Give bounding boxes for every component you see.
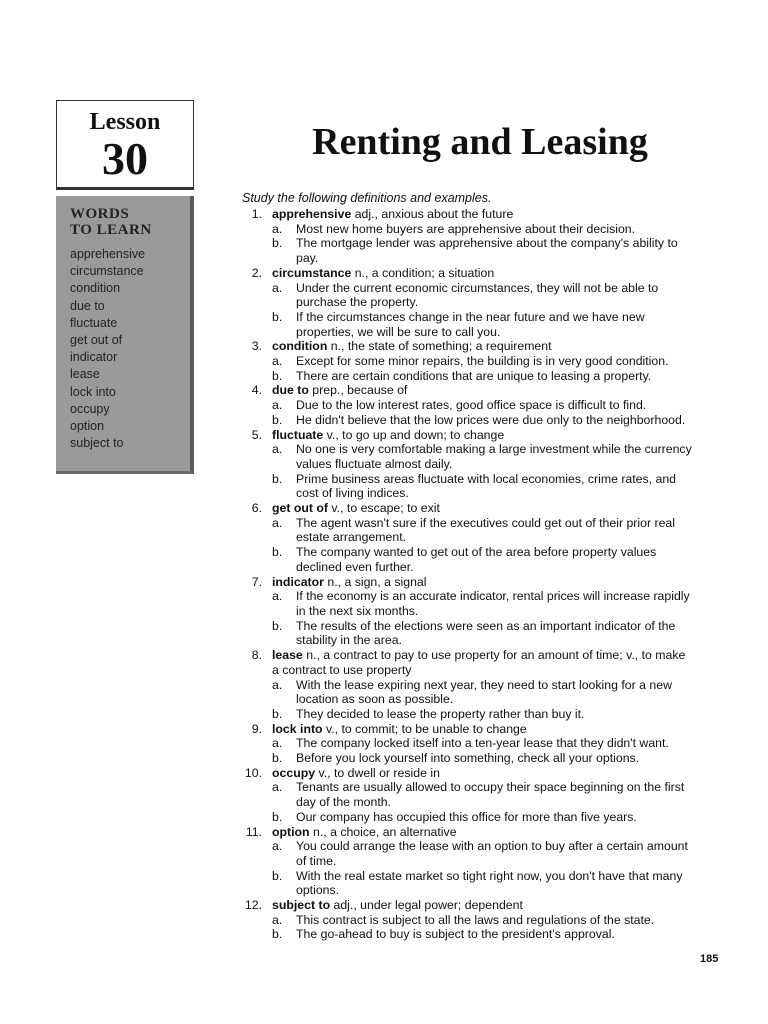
word-item: indicator bbox=[70, 350, 118, 365]
example-line: Except for some minor repairs, the building is in very good condition. bbox=[296, 354, 669, 369]
example-item bbox=[240, 736, 720, 751]
word-item: option bbox=[70, 419, 105, 434]
definition-entry bbox=[240, 383, 720, 427]
example-letter: b. bbox=[272, 618, 283, 633]
entry-number: 7. bbox=[251, 574, 262, 589]
example-item bbox=[240, 413, 720, 428]
example-item bbox=[240, 442, 720, 471]
example-item bbox=[240, 707, 720, 722]
definition-head bbox=[240, 575, 720, 590]
entry-number: 2. bbox=[251, 265, 262, 280]
example-line: Due to the low interest rates, good office space is difficult to find. bbox=[296, 398, 647, 413]
example-letter: a. bbox=[272, 515, 283, 530]
entry-number: 8. bbox=[251, 648, 262, 663]
term: condition bbox=[272, 339, 328, 354]
example-letter: b. bbox=[272, 927, 283, 942]
example-line: The company wanted to get out of the area before property values bbox=[296, 545, 657, 560]
entry-number: 4. bbox=[251, 383, 262, 398]
example-line: You could arrange the lease with an option to buy after a certain amount bbox=[296, 839, 688, 854]
definition-entry bbox=[240, 207, 720, 266]
example-line: The agent wasn't sure if the executives could get out of their prior real bbox=[296, 515, 675, 530]
example-line: in the next six months. bbox=[296, 603, 419, 618]
example-letter: a. bbox=[272, 280, 283, 295]
term: indicator bbox=[272, 574, 324, 589]
example-line: This contract is subject to all the laws and regulations of the state. bbox=[296, 912, 655, 927]
definition-entry bbox=[240, 722, 720, 766]
example-line: properties, we will be sure to call you. bbox=[296, 324, 501, 339]
definition-text: n., a choice, an alternative bbox=[309, 824, 457, 839]
example-item bbox=[240, 281, 720, 310]
example-letter: b. bbox=[272, 868, 283, 883]
example-line: day of the month. bbox=[296, 795, 392, 810]
term: circumstance bbox=[272, 265, 352, 280]
definition-continuation: a contract to use property bbox=[272, 662, 412, 677]
definition-entry bbox=[240, 648, 720, 722]
example-item bbox=[240, 751, 720, 766]
definition-text: n., a condition; a situation bbox=[351, 265, 495, 280]
word-item: get out of bbox=[70, 333, 123, 348]
example-line: estate arrangement. bbox=[296, 530, 407, 545]
example-line: The results of the elections were seen as an important indicator of the bbox=[296, 618, 676, 633]
term: occupy bbox=[272, 765, 316, 780]
example-letter: a. bbox=[272, 677, 283, 692]
example-letter: a. bbox=[272, 589, 283, 604]
example-line: Our company has occupied this office for more than five years. bbox=[296, 809, 637, 824]
example-line: If the circumstances change in the near future and we have new bbox=[296, 309, 645, 324]
example-letter: a. bbox=[272, 912, 283, 927]
definitions-list bbox=[240, 207, 720, 942]
definition-entry bbox=[240, 766, 720, 825]
entry-number: 5. bbox=[251, 427, 262, 442]
entry-number: 1. bbox=[251, 207, 262, 221]
definition-head bbox=[240, 428, 720, 443]
term: lease bbox=[272, 648, 303, 663]
definition-head bbox=[240, 825, 720, 840]
example-line: Under the current economic circumstances, they will not be able to bbox=[296, 280, 659, 295]
example-item bbox=[240, 589, 720, 618]
example-letter: b. bbox=[272, 309, 283, 324]
definition-entry bbox=[240, 825, 720, 899]
example-item bbox=[240, 913, 720, 928]
definition-head bbox=[240, 898, 720, 913]
lesson-number: 30 bbox=[102, 133, 148, 184]
example-line: The mortgage lender was apprehensive about the company's ability to bbox=[296, 236, 678, 251]
example-line: of time. bbox=[296, 853, 337, 868]
definition-entry bbox=[240, 575, 720, 649]
definition-head bbox=[240, 501, 720, 516]
example-letter: a. bbox=[272, 839, 283, 854]
definition-text: adj., anxious about the future bbox=[351, 207, 514, 221]
term: lock into bbox=[272, 721, 323, 736]
example-item bbox=[240, 398, 720, 413]
definition-head bbox=[240, 207, 720, 222]
definition-entry bbox=[240, 266, 720, 340]
example-line: Most new home buyers are apprehensive about their decision. bbox=[296, 221, 636, 236]
example-item bbox=[240, 619, 720, 648]
example-item bbox=[240, 869, 720, 898]
example-line: options. bbox=[296, 883, 340, 898]
definition-head bbox=[240, 383, 720, 398]
example-letter: b. bbox=[272, 236, 283, 251]
example-letter: a. bbox=[272, 736, 283, 751]
intro-text: Study the following definitions and examples. bbox=[242, 191, 492, 205]
words-title-line1: WORDS bbox=[70, 206, 130, 222]
example-letter: b. bbox=[272, 412, 283, 427]
example-item bbox=[240, 472, 720, 501]
word-item: condition bbox=[70, 281, 121, 296]
example-letter: b. bbox=[272, 545, 283, 560]
words-list bbox=[70, 246, 190, 452]
definition-text: prep., because of bbox=[308, 383, 408, 398]
example-line: The go-ahead to buy is subject to the president's approval. bbox=[296, 927, 615, 942]
term: due to bbox=[272, 383, 309, 398]
example-letter: a. bbox=[272, 398, 283, 413]
definition-text: n., a sign, a signal bbox=[323, 574, 427, 589]
definition-entry bbox=[240, 898, 720, 942]
example-line: Tenants are usually allowed to occupy their space beginning on the first bbox=[296, 780, 685, 795]
term: get out of bbox=[272, 501, 329, 516]
example-item bbox=[240, 678, 720, 707]
example-line: purchase the property. bbox=[296, 295, 419, 310]
example-line: They decided to lease the property rather than buy it. bbox=[296, 706, 585, 721]
example-item bbox=[240, 810, 720, 825]
example-letter: b. bbox=[272, 751, 283, 766]
example-item bbox=[240, 927, 720, 942]
definition-head bbox=[240, 722, 720, 737]
word-item: occupy bbox=[70, 401, 110, 416]
word-item: circumstance bbox=[70, 264, 144, 279]
definition-text: n., a contract to pay to use property for an amount of time; v., to make bbox=[302, 648, 686, 663]
entry-number: 3. bbox=[251, 339, 262, 354]
word-item: subject to bbox=[70, 436, 124, 451]
definition-entry bbox=[240, 428, 720, 502]
word-item: apprehensive bbox=[70, 247, 146, 261]
example-letter: b. bbox=[272, 706, 283, 721]
term: apprehensive bbox=[272, 207, 352, 221]
example-item bbox=[240, 236, 720, 265]
definition-text: n., the state of something; a requirement bbox=[327, 339, 552, 354]
example-line: cost of living indices. bbox=[296, 486, 409, 501]
words-title-line2: TO LEARN bbox=[70, 222, 152, 238]
example-line: Prime business areas fluctuate with local economies, crime rates, and bbox=[296, 471, 677, 486]
example-line: declined even further. bbox=[296, 559, 414, 574]
example-letter: b. bbox=[272, 471, 283, 486]
page-title: Renting and Leasing bbox=[312, 121, 648, 163]
entry-number: 9. bbox=[251, 721, 262, 736]
term: option bbox=[272, 824, 310, 839]
definition-text: adj., under legal power; dependent bbox=[330, 898, 523, 913]
example-line: pay. bbox=[296, 251, 319, 266]
example-letter: a. bbox=[272, 221, 283, 236]
example-item bbox=[240, 545, 720, 574]
example-letter: b. bbox=[272, 809, 283, 824]
example-item bbox=[240, 780, 720, 809]
word-item: due to bbox=[70, 298, 105, 313]
lesson-divider bbox=[56, 188, 194, 190]
definition-head bbox=[240, 339, 720, 354]
lesson-box bbox=[56, 100, 194, 188]
example-line: There are certain conditions that are unique to leasing a property. bbox=[296, 368, 652, 383]
example-line: With the real estate market so tight right now, you don't have that many bbox=[296, 868, 683, 883]
example-line: The company locked itself into a ten-year lease that they didn't want. bbox=[296, 736, 669, 751]
definition-entry bbox=[240, 339, 720, 383]
definition-text: v., to go up and down; to change bbox=[323, 427, 505, 442]
definition-entry bbox=[240, 501, 720, 575]
example-item bbox=[240, 516, 720, 545]
example-line: If the economy is an accurate indicator, rental prices will increase rapidly bbox=[296, 589, 690, 604]
words-to-learn-panel bbox=[56, 196, 194, 474]
definition-head bbox=[240, 266, 720, 281]
definition-text: v., to dwell or reside in bbox=[315, 765, 440, 780]
word-item: lock into bbox=[70, 384, 116, 399]
term: subject to bbox=[272, 898, 331, 913]
entry-number: 10. bbox=[244, 765, 262, 780]
example-item bbox=[240, 369, 720, 384]
example-letter: a. bbox=[272, 354, 283, 369]
example-line: stability in the area. bbox=[296, 633, 402, 648]
example-item bbox=[240, 354, 720, 369]
example-line: location as soon as possible. bbox=[296, 692, 454, 707]
entry-number: 11. bbox=[245, 824, 262, 839]
definition-text: v., to commit; to be unable to change bbox=[322, 721, 527, 736]
example-line: values fluctuate almost daily. bbox=[296, 456, 453, 471]
definition-head bbox=[240, 648, 720, 677]
entry-number: 6. bbox=[251, 501, 262, 516]
word-item: lease bbox=[70, 367, 100, 382]
term: fluctuate bbox=[272, 427, 324, 442]
page-number: 185 bbox=[700, 953, 719, 965]
example-item bbox=[240, 310, 720, 339]
example-line: He didn't believe that the low prices were due only to the neighborhood. bbox=[296, 412, 686, 427]
example-line: Before you lock yourself into something, check all your options. bbox=[296, 751, 640, 766]
example-item bbox=[240, 222, 720, 237]
word-item: fluctuate bbox=[70, 315, 118, 330]
example-letter: a. bbox=[272, 780, 283, 795]
definition-text: v., to escape; to exit bbox=[328, 501, 440, 516]
example-line: With the lease expiring next year, they need to start looking for a new bbox=[296, 677, 672, 692]
entry-number: 12. bbox=[244, 898, 262, 913]
example-line: No one is very comfortable making a large investment while the currency bbox=[296, 442, 692, 457]
definition-head bbox=[240, 766, 720, 781]
example-letter: a. bbox=[272, 442, 283, 457]
example-item bbox=[240, 839, 720, 868]
example-letter: b. bbox=[272, 368, 283, 383]
lesson-label: Lesson bbox=[89, 109, 161, 135]
words-to-learn-title bbox=[70, 206, 190, 238]
